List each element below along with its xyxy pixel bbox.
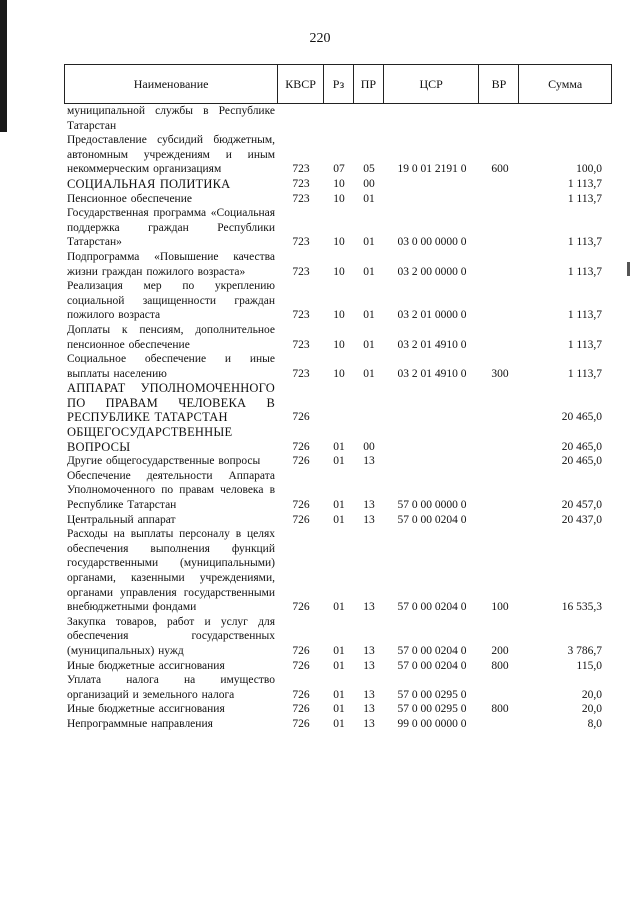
row-vr: 100 [491, 601, 509, 614]
row-rz: 01 [333, 688, 345, 701]
row-kvsr: 726 [292, 411, 310, 424]
row-csr: 03 2 01 0000 0 [397, 309, 467, 322]
row-rz: 01 [333, 455, 345, 468]
header-sum: Сумма [548, 76, 583, 91]
row-vr [480, 469, 520, 513]
row-pr: 13 [363, 455, 375, 468]
row-name: ОБЩЕГОСУДАРСТВЕННЫЕ ВОПРОСЫ [67, 425, 233, 454]
row-pr: 01 [363, 338, 375, 351]
row-csr [384, 425, 480, 454]
row-vr [480, 381, 520, 425]
scan-speck-mark [627, 262, 630, 276]
row-csr: 03 2 01 4910 0 [397, 338, 467, 351]
row-csr [384, 454, 480, 469]
row-rz: 01 [333, 659, 345, 672]
row-kvsr: 726 [292, 455, 310, 468]
row-vr [480, 454, 520, 469]
row-vr [480, 104, 520, 133]
row-sum [520, 104, 612, 133]
row-kvsr: 726 [292, 659, 310, 672]
table-body [64, 104, 612, 732]
header-kvsr: КВСР [278, 65, 324, 103]
row-csr: 03 2 01 4910 0 [397, 367, 467, 380]
row-pr [354, 104, 384, 133]
table-row [64, 717, 612, 732]
row-csr: 57 0 00 0295 0 [397, 703, 467, 716]
row-vr: 300 [491, 367, 509, 380]
table-row [64, 454, 612, 469]
row-name: Иные бюджетные ассигнования [67, 703, 225, 716]
row-pr: 01 [363, 192, 375, 205]
row-kvsr: 726 [292, 688, 310, 701]
row-name: Уплата налога на имущество организаций и земельного налога [67, 674, 275, 701]
row-vr: 800 [491, 703, 509, 716]
header-csr: ЦСР [384, 65, 480, 103]
header-name: Наименование [65, 65, 278, 103]
row-pr: 13 [363, 513, 375, 526]
row-rz: 01 [333, 601, 345, 614]
row-vr [480, 425, 520, 454]
row-vr [480, 192, 520, 207]
row-vr [480, 673, 520, 702]
table-row [64, 104, 612, 133]
row-sum: 20 465,0 [561, 411, 602, 424]
row-kvsr: 726 [292, 601, 310, 614]
row-rz: 10 [333, 177, 345, 190]
row-kvsr: 723 [292, 236, 310, 249]
table-row [64, 206, 612, 250]
row-vr [480, 717, 520, 732]
row-name: Пенсионное обеспечение [67, 192, 192, 205]
row-csr: 57 0 00 0204 0 [397, 659, 467, 672]
row-kvsr: 726 [292, 513, 310, 526]
row-csr: 99 0 00 0000 0 [397, 717, 467, 730]
row-name: Обеспечение деятельности Аппарата Уполномоченного по правам человека в Республике Татарстан [67, 469, 275, 512]
row-name: Государственная программа «Социальная поддержка граждан Республики Татарстан» [67, 207, 275, 249]
header-vr: ВР [479, 65, 519, 103]
table-row [64, 659, 612, 674]
row-vr [480, 513, 520, 528]
row-csr: 57 0 00 0204 0 [397, 644, 467, 657]
row-sum: 1 113,7 [567, 265, 602, 278]
row-pr: 13 [363, 601, 375, 614]
row-name: муниципальной службы в Республике Татарстан [67, 105, 275, 132]
row-csr: 19 0 01 2191 0 [397, 163, 467, 176]
row-kvsr: 723 [292, 265, 310, 278]
row-rz: 01 [333, 703, 345, 716]
row-kvsr: 726 [292, 499, 310, 512]
row-name: Непрограммные направления [67, 717, 213, 730]
row-rz: 01 [333, 499, 345, 512]
header-rz: Рз [324, 65, 354, 103]
row-name: СОЦИАЛЬНАЯ ПОЛИТИКА [67, 176, 231, 191]
page-number: 220 [309, 31, 331, 46]
row-kvsr: 726 [292, 717, 310, 730]
row-name: Закупка товаров, работ и услуг для обеспечения государственных (муниципальных) нужд [67, 615, 275, 657]
table-row [64, 250, 612, 279]
row-sum: 16 535,3 [561, 601, 602, 614]
table-row [64, 352, 612, 381]
row-sum: 115,0 [576, 659, 602, 672]
table-row [64, 702, 612, 717]
row-csr [384, 104, 480, 133]
row-vr: 600 [491, 163, 509, 176]
row-vr [480, 279, 520, 323]
table-row [64, 177, 612, 192]
row-sum: 20,0 [581, 703, 602, 716]
row-rz: 01 [333, 717, 345, 730]
row-vr: 200 [491, 644, 509, 657]
row-vr [480, 177, 520, 192]
table-row [64, 513, 612, 528]
row-pr: 13 [363, 717, 375, 730]
row-vr [480, 323, 520, 352]
row-rz: 10 [333, 309, 345, 322]
row-kvsr: 726 [292, 440, 310, 453]
row-rz: 01 [333, 513, 345, 526]
table-row [64, 673, 612, 702]
row-rz [324, 381, 354, 425]
row-sum: 20 437,0 [561, 513, 602, 526]
row-kvsr: 723 [292, 192, 310, 205]
table-header [64, 64, 612, 104]
row-sum: 20,0 [581, 688, 602, 701]
row-name: Социальное обеспечение и иные выплаты населению [67, 353, 275, 380]
row-pr [354, 381, 384, 425]
row-csr: 57 0 00 0204 0 [397, 601, 467, 614]
row-pr: 13 [363, 644, 375, 657]
row-rz: 10 [333, 338, 345, 351]
table-row [64, 527, 612, 615]
row-pr: 01 [363, 265, 375, 278]
table-row [64, 133, 612, 177]
row-csr [384, 192, 480, 207]
row-vr [480, 250, 520, 279]
row-sum: 100,0 [576, 163, 602, 176]
row-sum: 1 113,7 [567, 236, 602, 249]
header-pr: ПР [354, 65, 384, 103]
row-sum: 1 113,7 [567, 177, 602, 190]
row-sum: 1 113,7 [567, 309, 602, 322]
row-rz: 07 [333, 163, 345, 176]
row-csr: 57 0 00 0204 0 [397, 513, 467, 526]
row-pr: 13 [363, 659, 375, 672]
row-rz: 01 [333, 644, 345, 657]
row-pr: 05 [363, 163, 375, 176]
row-kvsr: 723 [292, 309, 310, 322]
row-pr: 01 [363, 309, 375, 322]
row-rz: 10 [333, 236, 345, 249]
table-row [64, 323, 612, 352]
row-vr: 800 [491, 659, 509, 672]
row-rz [324, 104, 354, 133]
table-row [64, 279, 612, 323]
row-csr: 03 0 00 0000 0 [397, 236, 467, 249]
row-name: Подпрограмма «Повышение качества жизни граждан пожилого возраста» [67, 250, 275, 278]
row-kvsr: 723 [292, 367, 310, 380]
row-name: Реализация мер по укреплению социальной защищенности граждан пожилого возраста [67, 280, 275, 322]
row-rz: 10 [333, 265, 345, 278]
row-csr: 03 2 00 0000 0 [397, 265, 467, 278]
row-kvsr [278, 104, 324, 133]
row-sum: 1 113,7 [567, 367, 602, 380]
row-rz: 10 [333, 367, 345, 380]
row-pr: 01 [363, 236, 375, 249]
row-sum: 1 113,7 [567, 338, 602, 351]
row-pr: 13 [363, 688, 375, 701]
table-row [64, 615, 612, 659]
row-name: Иные бюджетные ассигнования [67, 659, 225, 672]
row-csr [384, 177, 480, 192]
row-kvsr: 723 [292, 338, 310, 351]
row-pr: 01 [363, 367, 375, 380]
row-rz: 01 [333, 440, 345, 453]
table-row [64, 425, 612, 454]
row-sum: 3 786,7 [567, 644, 602, 657]
row-sum: 1 113,7 [567, 192, 602, 205]
row-name: Центральный аппарат [67, 513, 176, 526]
row-vr [480, 206, 520, 250]
row-name: Расходы на выплаты персоналу в целях обеспечения выполнения функций государственными (муниципальными) органами, казенными учреждениями, органами управления государственными внебюджетными фондами [67, 528, 275, 614]
row-pr: 00 [363, 440, 375, 453]
row-rz: 10 [333, 192, 345, 205]
row-name: АППАРАТ УПОЛНОМОЧЕННОГО ПО ПРАВАМ ЧЕЛОВЕКА В РЕСПУБЛИКЕ ТАТАРСТАН [67, 381, 275, 425]
row-name: Доплаты к пенсиям, дополнительное пенсионное обеспечение [67, 323, 275, 351]
table-row [64, 381, 612, 425]
row-pr: 13 [363, 703, 375, 716]
row-name: Предоставление субсидий бюджетным, автономным учреждениям и иным некоммерческим организациям [67, 134, 275, 176]
row-csr [384, 381, 480, 425]
row-csr: 57 0 00 0000 0 [397, 499, 467, 512]
table-row [64, 192, 612, 207]
row-kvsr: 726 [292, 644, 310, 657]
row-pr: 00 [363, 177, 375, 190]
row-name: Другие общегосударственные вопросы [67, 455, 261, 468]
scan-edge-mark [0, 0, 7, 132]
row-csr: 57 0 00 0295 0 [397, 688, 467, 701]
row-kvsr: 723 [292, 163, 310, 176]
row-sum: 8,0 [587, 717, 602, 730]
row-kvsr: 723 [292, 177, 310, 190]
row-pr: 13 [363, 499, 375, 512]
row-kvsr: 726 [292, 703, 310, 716]
row-sum: 20 457,0 [561, 499, 602, 512]
row-sum: 20 465,0 [561, 440, 602, 453]
table-row [64, 469, 612, 513]
row-sum: 20 465,0 [561, 455, 602, 468]
